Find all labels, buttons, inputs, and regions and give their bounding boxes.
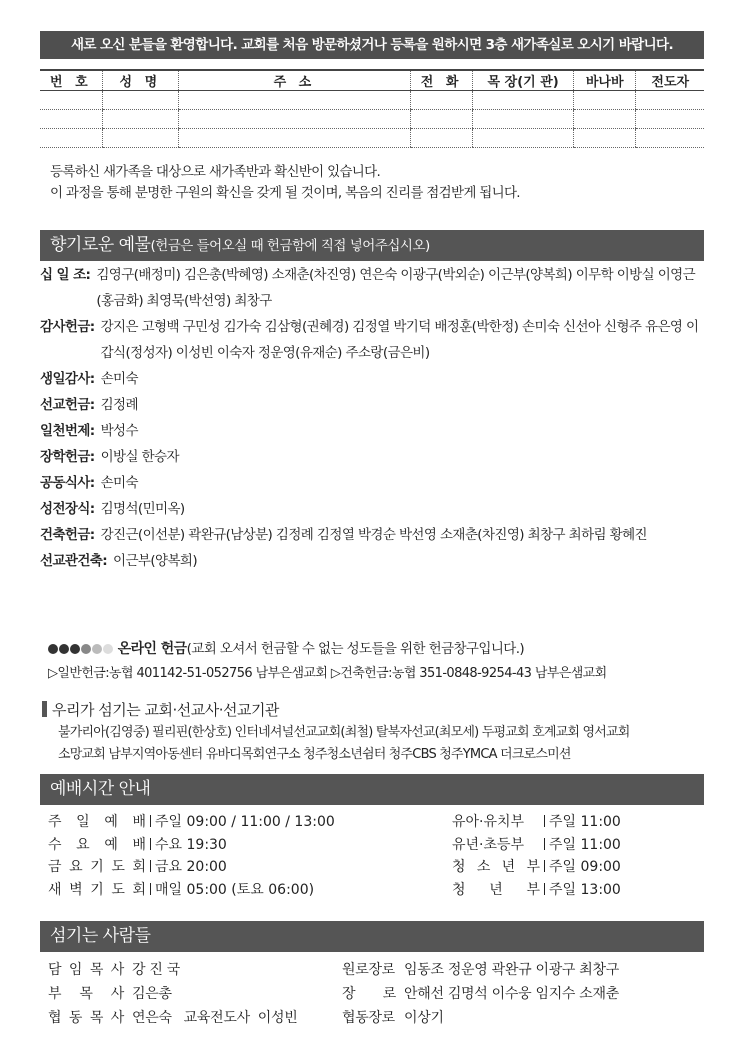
col-number: 번 호 xyxy=(40,70,102,91)
worship-header: 예배시간 안내 xyxy=(40,774,704,805)
col-phone: 전 화 xyxy=(410,70,473,91)
table-cell xyxy=(179,129,411,148)
service-name: 청 소 년 부 xyxy=(452,859,540,875)
col-cell-group: 목 장(기 관) xyxy=(473,70,574,91)
offering-row xyxy=(40,444,710,470)
staff-extra-names: 이성빈 xyxy=(257,1010,298,1026)
registration-table xyxy=(40,69,704,148)
missions-line-2: 소망교회 남부지역아동센터 유바디목회연구소 청주청소년쉼터 청주CBS 청주YMCA 더크로스미션 xyxy=(58,747,571,762)
online-offering-title: 온라인 헌금 xyxy=(117,641,187,657)
staff-row xyxy=(48,982,297,1006)
service-time: 주일 11:00 xyxy=(549,836,621,853)
worship-right-list xyxy=(452,811,621,901)
offering-row xyxy=(40,314,710,366)
table-cell xyxy=(40,129,102,148)
offering-row xyxy=(40,522,710,548)
table-cell xyxy=(410,110,473,129)
service-name: 유년·초등부 xyxy=(452,836,525,853)
staff-role: 장 로 xyxy=(342,986,396,1002)
dot-icon xyxy=(103,644,113,654)
missions-title-text: 우리가 섬기는 교회·선교사·선교기관 xyxy=(52,701,279,719)
col-address: 주 소 xyxy=(179,70,411,91)
table-cell xyxy=(636,110,704,129)
offering-label: 건축헌금: xyxy=(40,527,95,543)
offering-row xyxy=(40,418,710,444)
service-item xyxy=(452,856,621,879)
service-name: 청 년 부 xyxy=(452,881,540,898)
service-item xyxy=(48,879,335,902)
table-cell xyxy=(410,129,473,148)
table-cell xyxy=(473,110,574,129)
service-time: 금요 20:00 xyxy=(155,859,227,875)
table-cell xyxy=(40,110,102,129)
service-item xyxy=(48,856,335,879)
offering-row xyxy=(40,470,710,496)
table-row xyxy=(40,91,704,110)
worship-left-list xyxy=(48,811,335,901)
offering-label: 선교관건축: xyxy=(40,553,108,569)
service-time: 주일 13:00 xyxy=(549,881,621,898)
offering-label: 일천번제: xyxy=(40,423,95,439)
staff-extra-role: 교육전도사 xyxy=(183,1010,250,1026)
staff-names: 안해선 김명석 이수웅 임지수 소재춘 xyxy=(404,986,619,1002)
offering-names: 박성수 xyxy=(100,423,138,439)
registration-note-2: 이 과정을 통해 분명한 구원의 확신을 갖게 될 것이며, 복음의 진리를 점검받게 됩니다. xyxy=(50,185,520,201)
separator xyxy=(150,838,151,850)
service-item xyxy=(48,834,335,857)
staff-role: 원로장로 xyxy=(342,962,395,978)
dot-icon xyxy=(70,644,80,654)
col-evangelist: 전도자 xyxy=(636,70,704,91)
offering-row xyxy=(40,496,710,522)
welcome-banner: 새로 오신 분들을 환영합니다. 교회를 처음 방문하셨거나 등록을 원하시면 3층 새가족실로 오시기 바랍니다. xyxy=(40,31,704,59)
service-name: 주 일 예 배 xyxy=(48,814,146,830)
table-cell xyxy=(40,91,102,110)
staff-names: 김은총 xyxy=(132,986,172,1002)
service-time: 매일 05:00 (토요 06:00) xyxy=(155,881,315,898)
col-barnabas: 바나바 xyxy=(573,70,636,91)
dot-icon xyxy=(81,644,91,654)
offering-row xyxy=(40,366,710,392)
staff-names: 강 진 국 xyxy=(132,962,180,978)
missions-line-1: 불가리아(김영중) 필리핀(한상호) 인터네셔널선교교회(최철) 탈북자선교(최모세) 두평교회 호계교회 영서교회 xyxy=(58,725,630,740)
staff-row xyxy=(342,982,619,1006)
separator xyxy=(544,815,545,827)
staff-role: 담 임 목 사 xyxy=(48,962,124,978)
dot-icon xyxy=(48,644,58,654)
offering-list xyxy=(40,262,710,574)
service-name: 수 요 예 배 xyxy=(48,836,146,853)
table-cell xyxy=(473,91,574,110)
table-cell xyxy=(102,129,178,148)
staff-header: 섬기는 사람들 xyxy=(40,921,704,952)
table-row xyxy=(40,129,704,148)
title-bar-icon xyxy=(42,701,47,717)
table-cell xyxy=(636,91,704,110)
service-item xyxy=(452,811,621,834)
offering-row xyxy=(40,548,710,574)
service-name: 금 요 기 도 회 xyxy=(48,859,146,875)
col-name: 성 명 xyxy=(102,70,178,91)
offering-header xyxy=(40,230,704,261)
table-cell xyxy=(573,129,636,148)
offering-names: 강진근(이선분) 곽완규(남상분) 김정례 김정열 박경순 박선영 소재춘(차진영) 최창구 최하림 황혜진 xyxy=(100,527,647,543)
offering-names: 강지은 고형백 구민성 김가숙 김삼형(권혜경) 김정열 박기덕 배정훈(박한정) 손미숙 신선아 신형주 유은영 이갑식(정성자) 이성빈 이숙자 정운영(유재순) 주소랑(금은비) xyxy=(100,319,699,361)
registration-note-1: 등록하신 새가족을 대상으로 새가족반과 확신반이 있습니다. xyxy=(50,164,381,180)
offering-names: 손미숙 xyxy=(100,475,138,491)
staff-left-list xyxy=(48,958,297,1030)
service-time: 주일 09:00 xyxy=(549,859,621,875)
table-cell xyxy=(179,91,411,110)
staff-row xyxy=(342,958,619,982)
separator xyxy=(150,815,151,827)
table-header-row xyxy=(40,70,704,91)
online-offering xyxy=(48,637,524,658)
staff-row xyxy=(48,958,297,982)
service-name: 새 벽 기 도 회 xyxy=(48,881,146,898)
offering-row xyxy=(40,262,710,314)
offering-names: 이근부(양복희) xyxy=(113,553,197,569)
service-time: 수요 19:30 xyxy=(155,836,227,853)
service-time: 주일 11:00 xyxy=(549,814,621,830)
table-cell xyxy=(473,129,574,148)
separator xyxy=(544,838,545,850)
separator xyxy=(544,883,545,895)
dot-icon xyxy=(92,644,102,654)
offering-label: 성전장식: xyxy=(40,501,95,517)
staff-names: 임동조 정운영 곽완규 이광구 최창구 xyxy=(404,962,619,978)
offering-label: 생일감사: xyxy=(40,371,95,387)
separator xyxy=(150,860,151,872)
table-cell xyxy=(636,129,704,148)
separator xyxy=(150,883,151,895)
offering-names: 손미숙 xyxy=(100,371,138,387)
offering-label: 장학헌금: xyxy=(40,449,95,465)
dots-decoration xyxy=(48,641,114,657)
offering-label: 감사헌금: xyxy=(40,319,95,335)
service-item xyxy=(452,879,621,902)
staff-role: 부 목 사 xyxy=(48,986,124,1002)
offering-row xyxy=(40,392,710,418)
offering-label: 공동식사: xyxy=(40,475,95,491)
offering-label: 선교헌금: xyxy=(40,397,95,413)
offering-names: 김정례 xyxy=(100,397,138,413)
missions-title xyxy=(42,699,279,720)
staff-row xyxy=(48,1006,297,1030)
online-offering-desc: (교회 오셔서 헌금할 수 없는 성도들을 위한 헌금창구입니다.) xyxy=(186,641,525,657)
table-cell xyxy=(573,110,636,129)
service-item xyxy=(48,811,335,834)
table-cell xyxy=(102,110,178,129)
staff-role: 협동장로 xyxy=(342,1010,395,1026)
staff-row xyxy=(342,1006,619,1030)
offering-names: 김명석(민미옥) xyxy=(100,501,185,517)
staff-role: 협 동 목 사 xyxy=(48,1010,124,1026)
offering-names: 이방실 한승자 xyxy=(100,449,179,465)
dot-icon xyxy=(59,644,69,654)
offering-names: 김영구(배정미) 김은총(박혜영) 소재춘(차진영) 연은숙 이광구(박외순) 이근부(양복희) 이무학 이방실 이영근(홍금화) 최영묵(박선영) 최창구 xyxy=(96,267,696,309)
separator xyxy=(544,860,545,872)
staff-right-list xyxy=(342,958,619,1030)
offering-title: 향기로운 예물 xyxy=(50,235,151,255)
bank-accounts: ▷일반헌금:농협 401142-51-052756 남부은샘교회 ▷건축헌금:농협 351-0848-9254-43 남부은샘교회 xyxy=(48,666,607,681)
staff-names: 연은숙 xyxy=(132,1010,172,1026)
table-cell xyxy=(102,91,178,110)
offering-label: 십 일 조: xyxy=(40,267,91,283)
service-item xyxy=(452,834,621,857)
service-time: 주일 09:00 / 11:00 / 13:00 xyxy=(155,814,335,830)
table-cell xyxy=(179,110,411,129)
table-cell xyxy=(573,91,636,110)
table-cell xyxy=(410,91,473,110)
staff-names: 이상기 xyxy=(404,1010,444,1026)
table-row xyxy=(40,110,704,129)
service-name: 유아·유치부 xyxy=(452,814,525,830)
offering-subtitle: (헌금은 들어오실 때 헌금함에 직접 넣어주십시오) xyxy=(150,238,430,254)
